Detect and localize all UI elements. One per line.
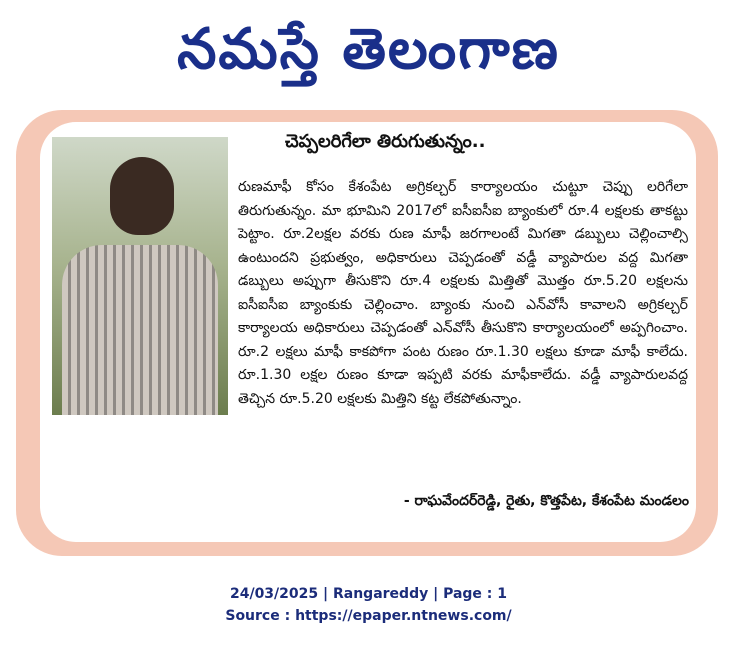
newspaper-logo: నమస్తే తెలంగాణ: [177, 17, 560, 82]
article-headline: చెప్పలరిగేలా తిరుగుతున్నం..: [285, 131, 486, 152]
footer-meta: 24/03/2025 | Rangareddy | Page : 1: [229, 586, 508, 602]
article-byline: - రాఘవేందర్‌రెడ్డి, రైతు, కొత్తపేట, కేశంపేట మండలం: [403, 493, 689, 509]
footer-source: Source : https://epaper.ntnews.com/: [225, 608, 512, 624]
page-footer: [0, 583, 737, 627]
article-body: రుణమాఫీ కోసం కేశంపేట అగ్రికల్చర్ కార్యాలయం చుట్టూ చెప్పు లరిగేలా తిరుగుతున్నం. మా భూమిని 2017లో ఐసీఐసీఐ బ్యాంకులో రూ.4 లక్షలకు తాకట్టు పెట్టాం. రూ.2లక్షల వరకు రుణ మాఫీ జరగాలంటే మిగతా డబ్బులు చెల్లించాల్సి ఉంటుందని ప్రభుత్వం, అధికారులు చెప్పడంతో వడ్డీ వ్యాపారుల వద్ద మిగతా డబ్బులు అప్పుగా తీసుకొని రూ.4 లక్షలకు మిత్తితో మొత్తం రూ.5.20 లక్షలను ఐసీఐసీఐ బ్యాంకుకు చెల్లించాం. బ్యాంకు నుంచి ఎన్‌వోసీ కావాలని అగ్రికల్చర్ కార్యాలయ అధికారులు చెప్పడంతో ఎన్‌వోసీ తీసుకొని కార్యాలయంలో అప్పగించాం. రూ.2 లక్షలు మాఫీ కాకపోగా పంట రుణం రూ.1.30 లక్షలు కూడా మాఫీ కాలేదు. రూ.1.30 లక్షల రుణం కూడా ఇప్పటి వరకు మాఫీకాలేదు. వడ్డీ వ్యాపారులవద్ద తెచ్చిన రూ.5.20 లక్షలకు మిత్తిని కట్ట లేకపోతున్నాం.: [238, 179, 688, 407]
masthead: [0, 0, 737, 100]
